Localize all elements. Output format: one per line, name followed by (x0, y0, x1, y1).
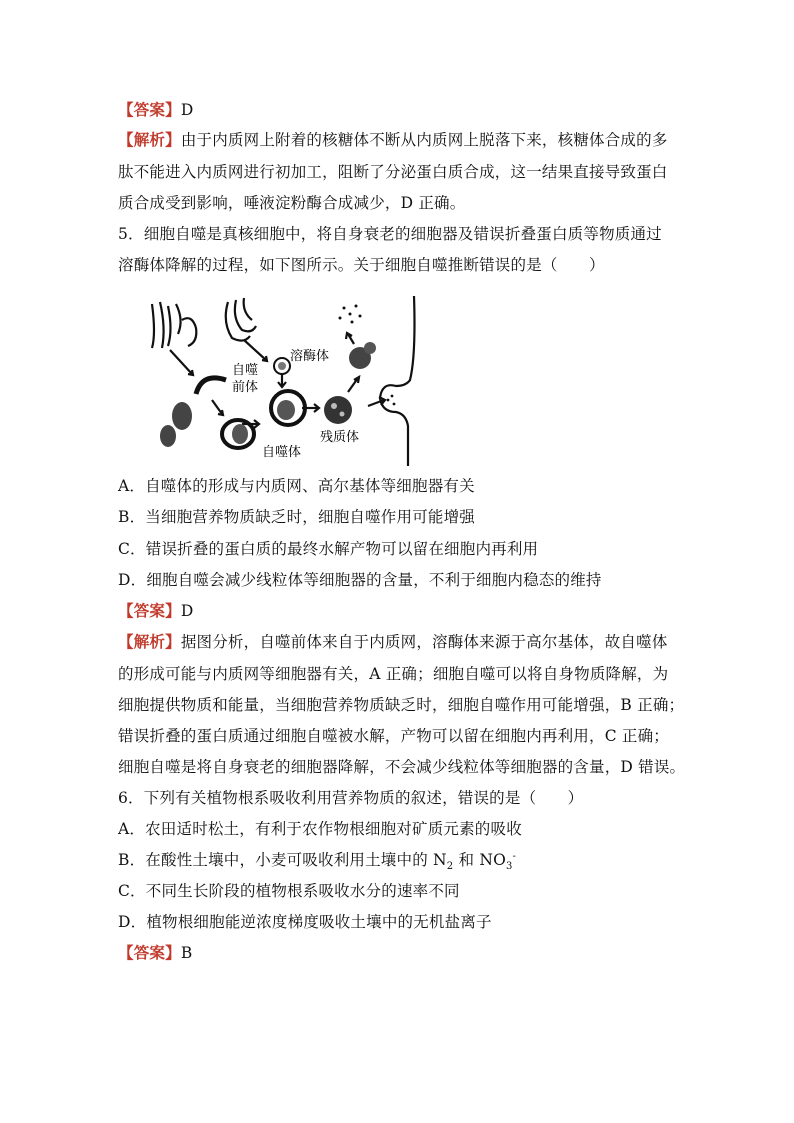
q4-analysis-line-1 (118, 130, 668, 150)
q5-analysis-line-3: 细胞提供物质和能量，当细胞营养物质缺乏时，细胞自噬作用可能增强，B 正确； (118, 696, 685, 714)
q6-option-a: A．农田适时松土，有利于农作物根细胞对矿质元素的吸收 (118, 820, 522, 838)
er-shape (152, 302, 181, 348)
mitochondrion (172, 402, 192, 430)
q5-analysis-line-4: 错误折叠的蛋白质通过细胞自噬被水解，产物可以留在细胞内再利用，C 正确； (118, 727, 669, 745)
q6-answer: B (180, 944, 193, 962)
q6-option-d: D．植物根细胞能逆浓度梯度吸收土壤中的无机盐离子 (118, 913, 492, 931)
q6-option-b-text: B．在酸性土壤中，小麦可吸收利用土壤中的 N (118, 851, 447, 869)
label-autophagosome: 自噬体 (262, 445, 302, 460)
q5-analysis-line-2: 的形成可能与内质网等细胞器有关，A 正确；细胞自噬可以将自身物质降解，为 (118, 665, 669, 683)
q5-answer: D (180, 602, 194, 620)
q5-stem-line-1: 5．细胞自噬是真核细胞中，将自身衰老的细胞器及错误折叠蛋白质等物质通过 (118, 225, 662, 243)
q6-option-b-sub: 2 (446, 861, 454, 873)
analysis-tag: 【解析】 (118, 632, 181, 651)
label-residual: 残质体 (320, 430, 360, 445)
label-pre-1: 自噬 (232, 363, 259, 378)
q6-stem: 6．下列有关植物根系吸收利用营养物质的叙述，错误的是（ ） (118, 789, 584, 807)
q5-analysis-line-5: 细胞自噬是将自身衰老的细胞器降解，不会减少线粒体等细胞器的含量，D 错误。 (118, 758, 686, 776)
q6-answer-line (118, 943, 192, 963)
q5-option-c: C．错误折叠的蛋白质的最终水解产物可以留在细胞内再利用 (118, 540, 539, 558)
q4-analysis-line-2: 肽不能进入内质网进行初加工，阻断了分泌蛋白质合成，这一结果直接导致蛋白 (118, 163, 668, 181)
autophagy-diagram (142, 296, 442, 466)
q6-option-b-mid: 和 NO (453, 851, 506, 869)
q5-option-d: D．细胞自噬会减少线粒体等细胞器的含量，不利于细胞内稳态的维持 (118, 571, 602, 589)
golgi-shape (226, 298, 256, 341)
q5-option-b: B．当细胞营养物质缺乏时，细胞自噬作用可能增强 (118, 508, 475, 526)
pre-autophagosome (196, 378, 226, 394)
answer-tag: 【答案】 (118, 601, 181, 620)
q6-option-c: C．不同生长阶段的植物根系吸收水分的速率不同 (118, 882, 460, 900)
q5-option-a: A．自噬体的形成与内质网、高尔基体等细胞器有关 (118, 477, 475, 495)
label-lysosome: 溶酶体 (290, 349, 330, 364)
autophagy-figure (142, 296, 442, 466)
q4-analysis-line-3: 质合成受到影响，唾液淀粉酶合成减少，D 正确。 (118, 194, 466, 212)
answer-tag: 【答案】 (118, 943, 181, 962)
answer-tag: 【答案】 (118, 100, 181, 119)
q5-analysis-line-1 (118, 632, 668, 652)
q4-analysis-text: 由于内质网上附着的核糖体不断从内质网上脱落下来，核糖体合成的多 (180, 131, 668, 149)
q4-answer: D (180, 101, 194, 119)
q6-option-b-sup: - (512, 850, 517, 862)
q6-option-b-sub2: 3 (505, 861, 513, 873)
residual-body (324, 396, 352, 424)
label-pre-2: 前体 (232, 380, 259, 395)
q4-answer-line (118, 100, 193, 120)
q6-option-b (118, 850, 517, 873)
q5-stem-line-2: 溶酶体降解的过程，如下图所示。关于细胞自噬推断错误的是（ ） (118, 256, 605, 274)
cell-membrane (380, 296, 415, 466)
analysis-tag: 【解析】 (118, 130, 181, 149)
q5-answer-line (118, 601, 193, 621)
q5-analysis-text: 据图分析，自噬前体来自于内质网，溶酶体来源于高尔基体，故自噬体 (180, 633, 668, 651)
